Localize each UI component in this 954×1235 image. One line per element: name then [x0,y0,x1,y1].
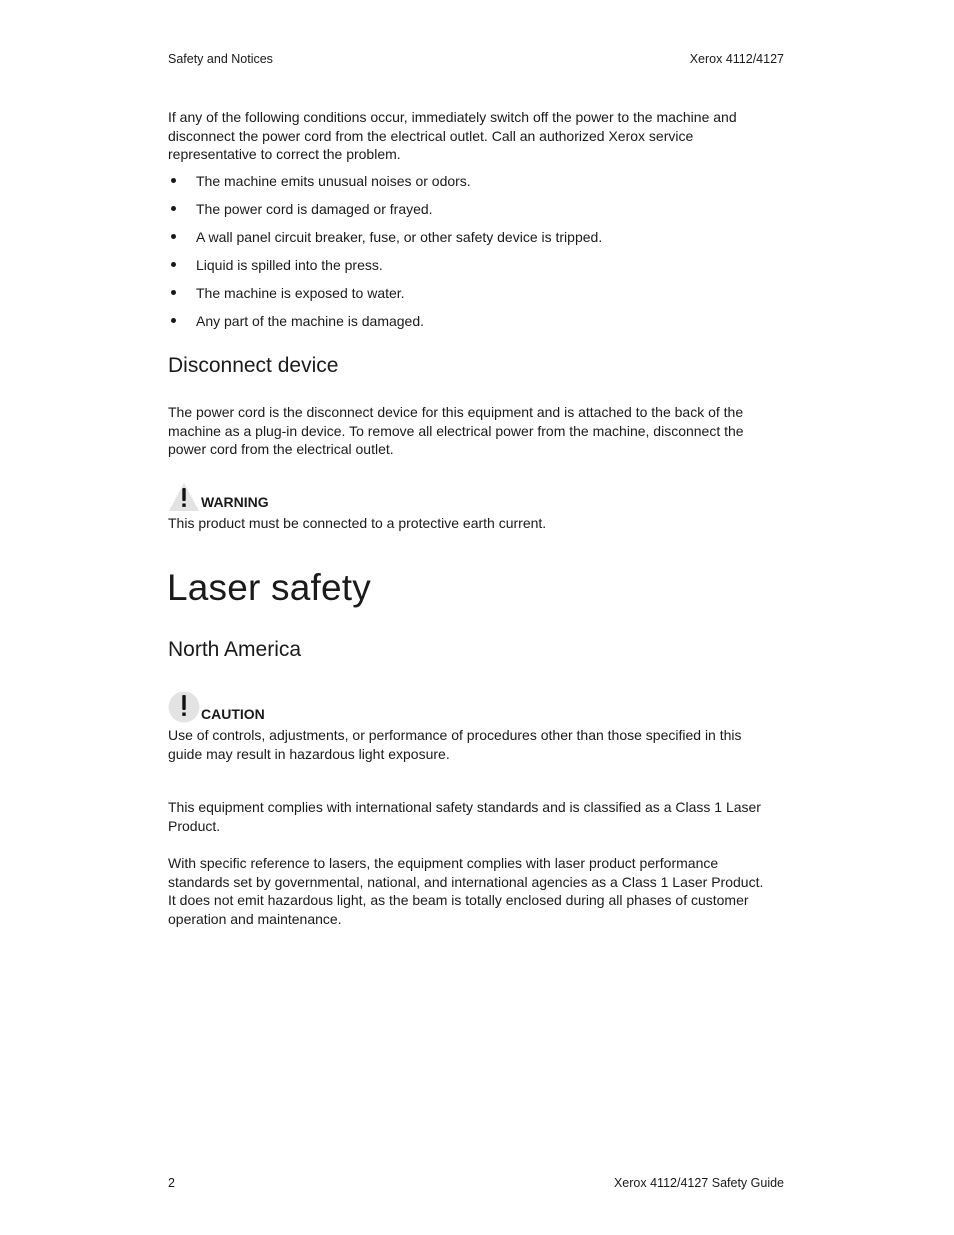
paragraph-line: With specific reference to lasers, the equipment complies with laser product performance [168,855,719,871]
laser-reference-paragraph [168,854,808,928]
section-heading-disconnect: Disconnect device [168,354,339,377]
list-item: The power cord is damaged or frayed. [168,200,808,228]
bullet-dot [171,206,176,211]
warning-triangle-icon [168,482,200,512]
running-header-product: Xerox 4112/4127 [689,52,784,66]
list-item: A wall panel circuit breaker, fuse, or other safety device is tripped. [168,228,808,256]
page-title-laser-safety: Laser safety [167,567,371,608]
warning-text: This product must be connected to a protective earth current. [168,515,547,531]
list-item: The machine is exposed to water. [168,284,808,312]
disconnect-paragraph [168,403,808,459]
paragraph-line: The power cord is the disconnect device for this equipment and is attached to the back of the [168,404,744,420]
list-item: The machine emits unusual noises or odors. [168,172,808,200]
paragraph-line: Product. [168,817,221,834]
page-number: 2 [168,1176,175,1190]
list-item: Liquid is spilled into the press. [168,256,808,284]
paragraph-line: Use of controls, adjustments, or performance of procedures other than those specified in this [168,727,742,743]
compliance-paragraph [168,798,808,835]
running-header-section: Safety and Notices [168,52,273,66]
intro-paragraph [168,108,808,164]
paragraph-line: This equipment complies with international safety standards and is classified as a Class 1 Laser [168,799,761,815]
paragraph-line: power cord from the electrical outlet. [168,441,394,457]
intro-line: If any of the following conditions occur, immediately switch off the power to the machine and [168,109,737,125]
bullet-dot [171,234,176,239]
paragraph-line: guide may result in hazardous light exposure. [168,745,450,762]
paragraph-line: machine as a plug-in device. To remove all electrical power from the machine, disconnect the [168,422,744,439]
bullet-dot [171,318,176,323]
running-footer-title: Xerox 4112/4127 Safety Guide [613,1176,784,1190]
paragraph-line: It does not emit hazardous light, as the beam is totally enclosed during all phases of customer [168,892,749,908]
bullet-dot [171,290,176,295]
bullet-dot [171,178,176,183]
bullet-dot [171,262,176,267]
conditions-list [168,172,808,340]
intro-line: disconnect the power cord from the electrical outlet. Call an authorized Xerox service [168,127,694,144]
caution-circle-icon [168,691,200,723]
section-heading-north-america: North America [168,638,302,661]
intro-line: representative to correct the problem. [168,146,401,162]
paragraph-line: operation and maintenance. [168,910,342,927]
paragraph-line: standards set by governmental, national, and international agencies as a Class 1 Laser Product. [168,873,764,890]
list-item: Any part of the machine is damaged. [168,312,808,340]
caution-text [168,726,808,763]
warning-label: WARNING [201,494,269,510]
caution-label: CAUTION [201,706,265,722]
